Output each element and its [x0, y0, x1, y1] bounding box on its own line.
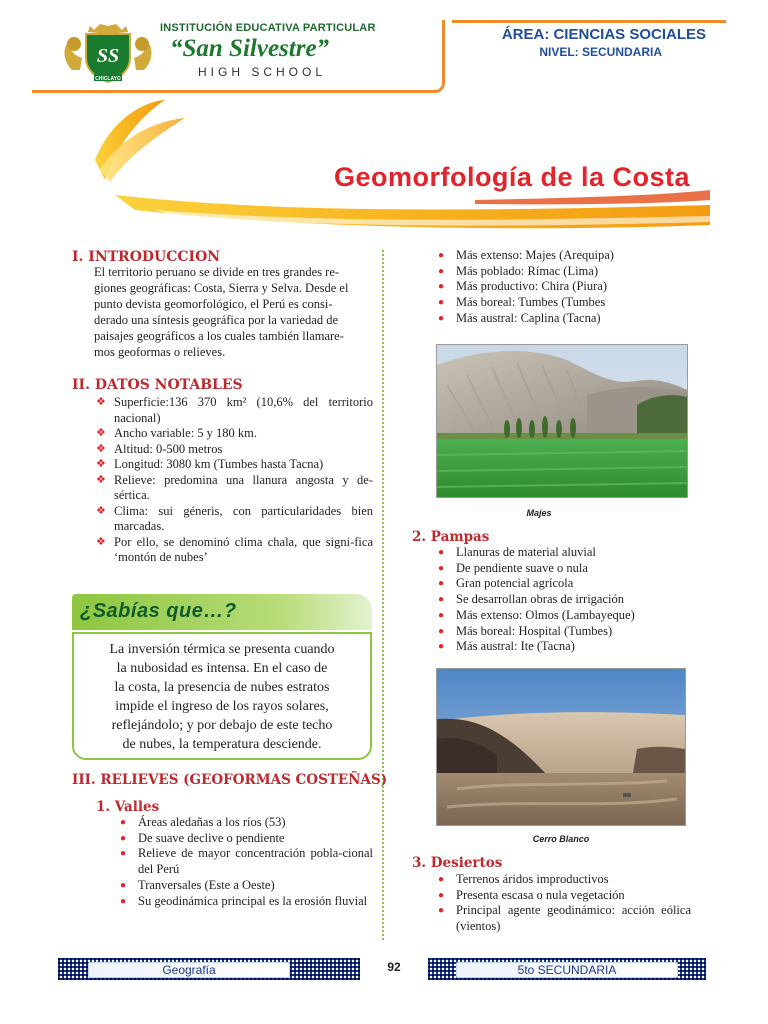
list-item: ● Relieve de mayor concentración pobla-cional del Perú — [120, 846, 373, 877]
list-item: ● Terrenos áridos improductivos — [438, 872, 609, 886]
bullet-icon: ● — [438, 297, 445, 309]
bullet-icon: ● — [120, 832, 127, 844]
footer-subject: Geografía — [88, 962, 290, 978]
list-item: ● Presenta escasa o nula vegetación — [438, 887, 625, 902]
list-item: ❖ Relieve: predomina una llanura angosta y de-sértica. — [96, 472, 373, 502]
list-item: ❖ Longitud: 3080 km (Tumbes hasta Tacna) — [96, 457, 324, 471]
list-item: ● Áreas aledañas a los ríos (53) — [120, 815, 286, 829]
datos-list — [94, 395, 373, 566]
diamond-bullet-icon: ❖ — [96, 458, 106, 470]
list-item: ● Más boreal: Hospital (Tumbes) — [438, 623, 613, 638]
diamond-bullet-icon: ❖ — [96, 535, 106, 548]
list-item: ● Más productivo: Chira (Piura) — [438, 279, 608, 294]
intro-line: El territorio peruano se divide en tres grandes re- — [94, 265, 340, 279]
list-item: ❖ Clima: sui géneris, con particularidades bien marcadas. — [96, 503, 373, 533]
bullet-icon: ● — [438, 312, 445, 324]
list-item: ● De suave declive o pendiente — [120, 830, 285, 845]
intro-line: giones geográficas: Costa, Sierra y Selva. Desde el — [94, 281, 349, 295]
bullet-icon: ● — [438, 905, 445, 917]
bullet-icon: ● — [438, 547, 445, 558]
photo-caption-majes: Majes — [526, 508, 552, 518]
list-item: ● Más boreal: Tumbes (Tumbes — [438, 295, 606, 310]
bullet-icon: ● — [438, 609, 445, 621]
crest-monogram: SS — [96, 45, 120, 67]
list-item: ❖ Ancho variable: 5 y 180 km. — [96, 426, 258, 440]
list-item: ● Más extenso: Olmos (Lambayeque) — [438, 607, 635, 622]
school-name: “San Silvestre” — [170, 35, 330, 62]
school-crest-logo — [58, 22, 158, 84]
list-item: ● Tranversales (Este a Oeste) — [120, 877, 275, 892]
column-divider — [382, 250, 384, 940]
sabias-line: La inversión térmica se presenta cuando — [109, 642, 335, 657]
bullet-icon: ● — [438, 265, 445, 277]
sabias-line: la nubosidad es intensa. En el caso de — [116, 661, 328, 676]
page-number: 92 — [387, 960, 401, 974]
list-item: ● Principal agente geodinámico: acción eólica (vientos) — [438, 903, 691, 934]
diamond-bullet-icon: ❖ — [96, 396, 106, 408]
bullet-icon: ● — [120, 879, 127, 891]
desiertos-list — [434, 872, 691, 935]
bullet-icon: ● — [438, 594, 445, 606]
intro-line: derado una síntesis geográfica por la variedad de — [94, 313, 338, 327]
bullet-icon: ● — [438, 625, 445, 637]
footer-grade: 5to SECUNDARIA — [456, 962, 678, 978]
bullet-icon: ● — [438, 578, 445, 590]
list-item: ● Gran potencial agrícola — [438, 576, 574, 591]
list-item: ❖ Superficie:136 370 km² (10,6% del territorio nacional) — [96, 395, 373, 425]
list-item: ❖ Altitud: 0-500 metros — [96, 441, 223, 456]
sabias-que-title: ¿Sabías que…? — [80, 600, 237, 622]
sabias-line: impide el ingreso de los rayos solares, — [115, 699, 329, 714]
section-heading-introduccion: I. INTRODUCCION — [72, 249, 221, 265]
list-item: ● Se desarrollan obras de irrigación — [438, 592, 624, 607]
intro-line: paisajes geográficos a los cuales también llamare- — [94, 329, 344, 343]
sabias-que-text — [82, 640, 362, 754]
section-heading-datos: II. DATOS NOTABLES — [72, 377, 243, 393]
section-heading-relieves: III. RELIEVES (GEOFORMAS COSTEÑAS) — [72, 772, 388, 788]
diamond-bullet-icon: ❖ — [96, 473, 106, 486]
bullet-icon: ● — [438, 641, 445, 653]
list-item: ● Más austral: Ite (Tacna) — [438, 639, 575, 654]
photo-caption-cerro-blanco: Cerro Blanco — [532, 834, 590, 844]
sabias-line: de nubes, la temperatura desciende. — [122, 737, 322, 752]
photo-majes-valley — [436, 344, 688, 498]
list-item: ● De pendiente suave o nula — [438, 560, 588, 575]
bullet-icon: ● — [120, 817, 127, 828]
sabias-line: reflejándolo; y por debajo de este techo — [111, 718, 333, 733]
list-item: ● Más extenso: Majes (Arequipa) — [438, 248, 614, 262]
valles-list-continued — [434, 248, 694, 327]
bullet-icon: ● — [120, 848, 127, 860]
photo-cerro-blanco — [436, 668, 686, 826]
bullet-icon: ● — [438, 562, 445, 574]
bullet-icon: ● — [438, 281, 445, 293]
bullet-icon: ● — [438, 889, 445, 901]
intro-line: mos geoformas o relieves. — [94, 345, 226, 359]
valles-list — [116, 815, 373, 909]
institution-line: INSTITUCIÓN EDUCATIVA PARTICULAR — [160, 22, 376, 34]
diamond-bullet-icon: ❖ — [96, 442, 106, 455]
list-item: ● Su geodinámica principal es la erosión fluvial — [120, 893, 368, 908]
bullet-icon: ● — [438, 250, 445, 261]
crest-caption: CHICLAYO — [95, 76, 121, 82]
list-item: ● Llanuras de material aluvial — [438, 545, 596, 559]
level-label: NIVEL: SECUNDARIA — [539, 45, 662, 59]
bullet-icon: ● — [120, 895, 127, 907]
diamond-bullet-icon: ❖ — [96, 427, 106, 439]
bullet-icon: ● — [438, 874, 445, 885]
pampas-list — [434, 545, 694, 655]
subheading-valles: 1. Valles — [96, 799, 160, 815]
intro-line: punto devista geomorfológico, el Perú es consi- — [94, 297, 333, 311]
diamond-bullet-icon: ❖ — [96, 504, 106, 517]
list-item: ● Más poblado: Rímac (Lima) — [438, 263, 598, 278]
subheading-desiertos: 3. Desiertos — [412, 855, 503, 871]
area-label: ÁREA: CIENCIAS SOCIALES — [501, 26, 706, 43]
list-item: ❖ Por ello, se denominó clima chala, que signi-fica ‘montón de nubes’ — [96, 534, 373, 564]
list-item: ● Más austral: Caplina (Tacna) — [438, 310, 601, 325]
page-title: Geomorfología de la Costa — [333, 162, 690, 192]
subheading-pampas: 2. Pampas — [412, 529, 490, 545]
sabias-line: la costa, la presencia de nubes estratos — [114, 680, 330, 695]
intro-paragraph — [94, 264, 374, 360]
school-subtitle: HIGH SCHOOL — [198, 65, 327, 79]
